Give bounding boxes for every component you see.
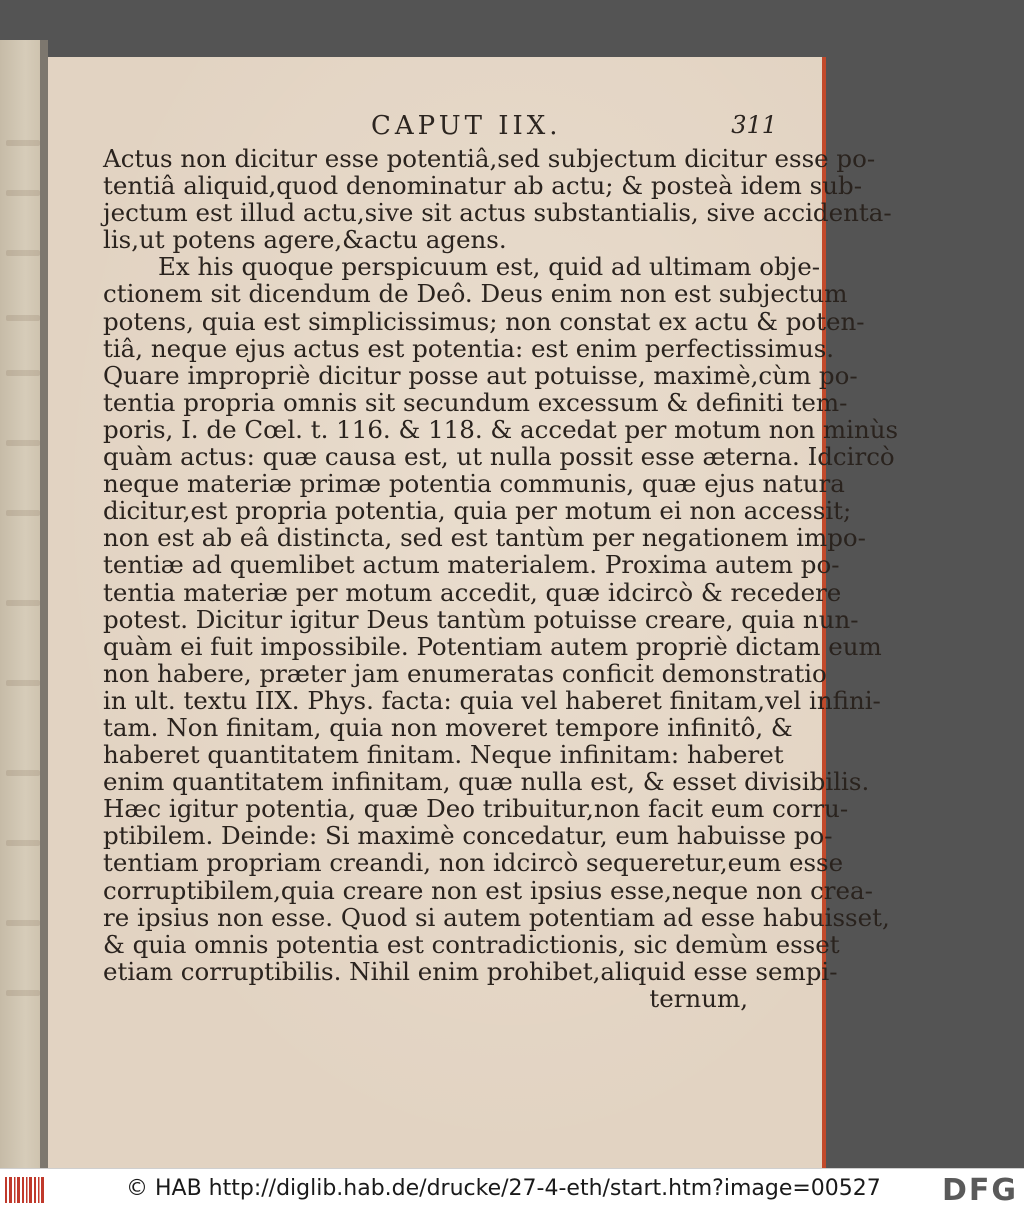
running-head <box>103 111 777 141</box>
text-line: tam. Non finitam, quia non moveret tempore infinitô, & <box>103 712 793 742</box>
text-line: enim quantitatem infinitam, quæ nulla est, & esset divisibilis. <box>103 767 870 797</box>
hab-barcode-logo-icon <box>4 1175 48 1205</box>
text-line: tiâ, neque ejus actus est potentia: est enim perfectissimus. <box>103 333 835 363</box>
text-line: Quare impropriè dicitur posse aut potuisse, maximè,cùm po- <box>103 360 858 390</box>
text-line: jectum est illud actu,sive sit actus substantialis, sive accidenta- <box>103 198 892 228</box>
text-line: & quia omnis potentia est contradictionis, sic demùm esset <box>103 929 840 959</box>
text-line: poris, I. de Cœl. t. 116. & 118. & accedat per motum non minùs <box>103 414 899 444</box>
text-line: quàm actus: quæ causa est, ut nulla possit esse æterna. Idcircò <box>103 442 895 472</box>
credit-bar <box>0 1168 1024 1209</box>
running-head-title: CAPUT IIX. <box>371 111 562 141</box>
book-page <box>48 57 899 1168</box>
text-line: in ult. textu IIX. Phys. facta: quia vel haberet finitam,vel infini- <box>103 685 881 715</box>
page-number: 311 <box>731 111 777 139</box>
text-line: dicitur,est propria potentia, quia per motum ei non accessit; <box>103 496 852 526</box>
text-line: Ex his quoque perspicuum est, quid ad ultimam obje- <box>158 252 821 282</box>
text-line: Hæc igitur potentia, quæ Deo tribuitur,non facit eum corru- <box>103 794 849 824</box>
text-line: potest. Dicitur igitur Deus tantùm potuisse creare, quia nun- <box>103 604 859 634</box>
text-line: re ipsius non esse. Quod si autem potentiam ad esse habuisset, <box>103 902 890 932</box>
text-line: tentiam propriam creandi, non idcircò sequeretur,eum esse <box>103 848 844 878</box>
text-line: etiam corruptibilis. Nihil enim prohibet,aliquid esse sempi- <box>103 956 838 986</box>
text-line: quàm ei fuit impossibile. Potentiam autem propriè dictam eum <box>103 631 882 661</box>
catchword: ternum, <box>649 983 748 1013</box>
text-line: non habere, præter jam enumeratas conficit demonstratio <box>103 658 827 688</box>
text-line: haberet quantitatem finitam. Neque infinitam: haberet <box>103 740 784 770</box>
text-line: corruptibilem,quia creare non est ipsius esse,neque non crea- <box>103 875 873 905</box>
book-gutter <box>40 40 48 1168</box>
text-line: ctionem sit dicendum de Deô. Deus enim non est subjectum <box>103 279 848 309</box>
text-line: neque materiæ primæ potentia communis, quæ ejus natura <box>103 469 845 499</box>
text-line: tentiæ ad quemlibet actum materialem. Proxima autem po- <box>103 550 840 580</box>
text-line: non est ab eâ distincta, sed est tantùm per negationem impo- <box>103 523 866 553</box>
text-line: potens, quia est simplicissimus; non constat ex actu & poten- <box>103 306 865 336</box>
page-text <box>103 144 899 1013</box>
dfg-logo: DFG <box>941 1173 1018 1208</box>
text-line: lis,ut potens agere,&actu agens. <box>103 225 507 255</box>
text-line: tentia propria omnis sit secundum excessum & definiti tem- <box>103 387 848 417</box>
text-line: tentiâ aliquid,quod denominatur ab actu; & posteà idem sub- <box>103 171 862 201</box>
credit-link[interactable]: © HAB http://diglib.hab.de/drucke/27-4-eth/start.htm?image=00527 <box>126 1176 881 1201</box>
text-line: Actus non dicitur esse potentiâ,sed subjectum dicitur esse po- <box>103 144 876 173</box>
text-line: tentia materiæ per motum accedit, quæ idcircò & recedere <box>103 577 842 607</box>
text-line: ptibilem. Deinde: Si maximè concedatur, eum habuisse po- <box>103 821 833 851</box>
